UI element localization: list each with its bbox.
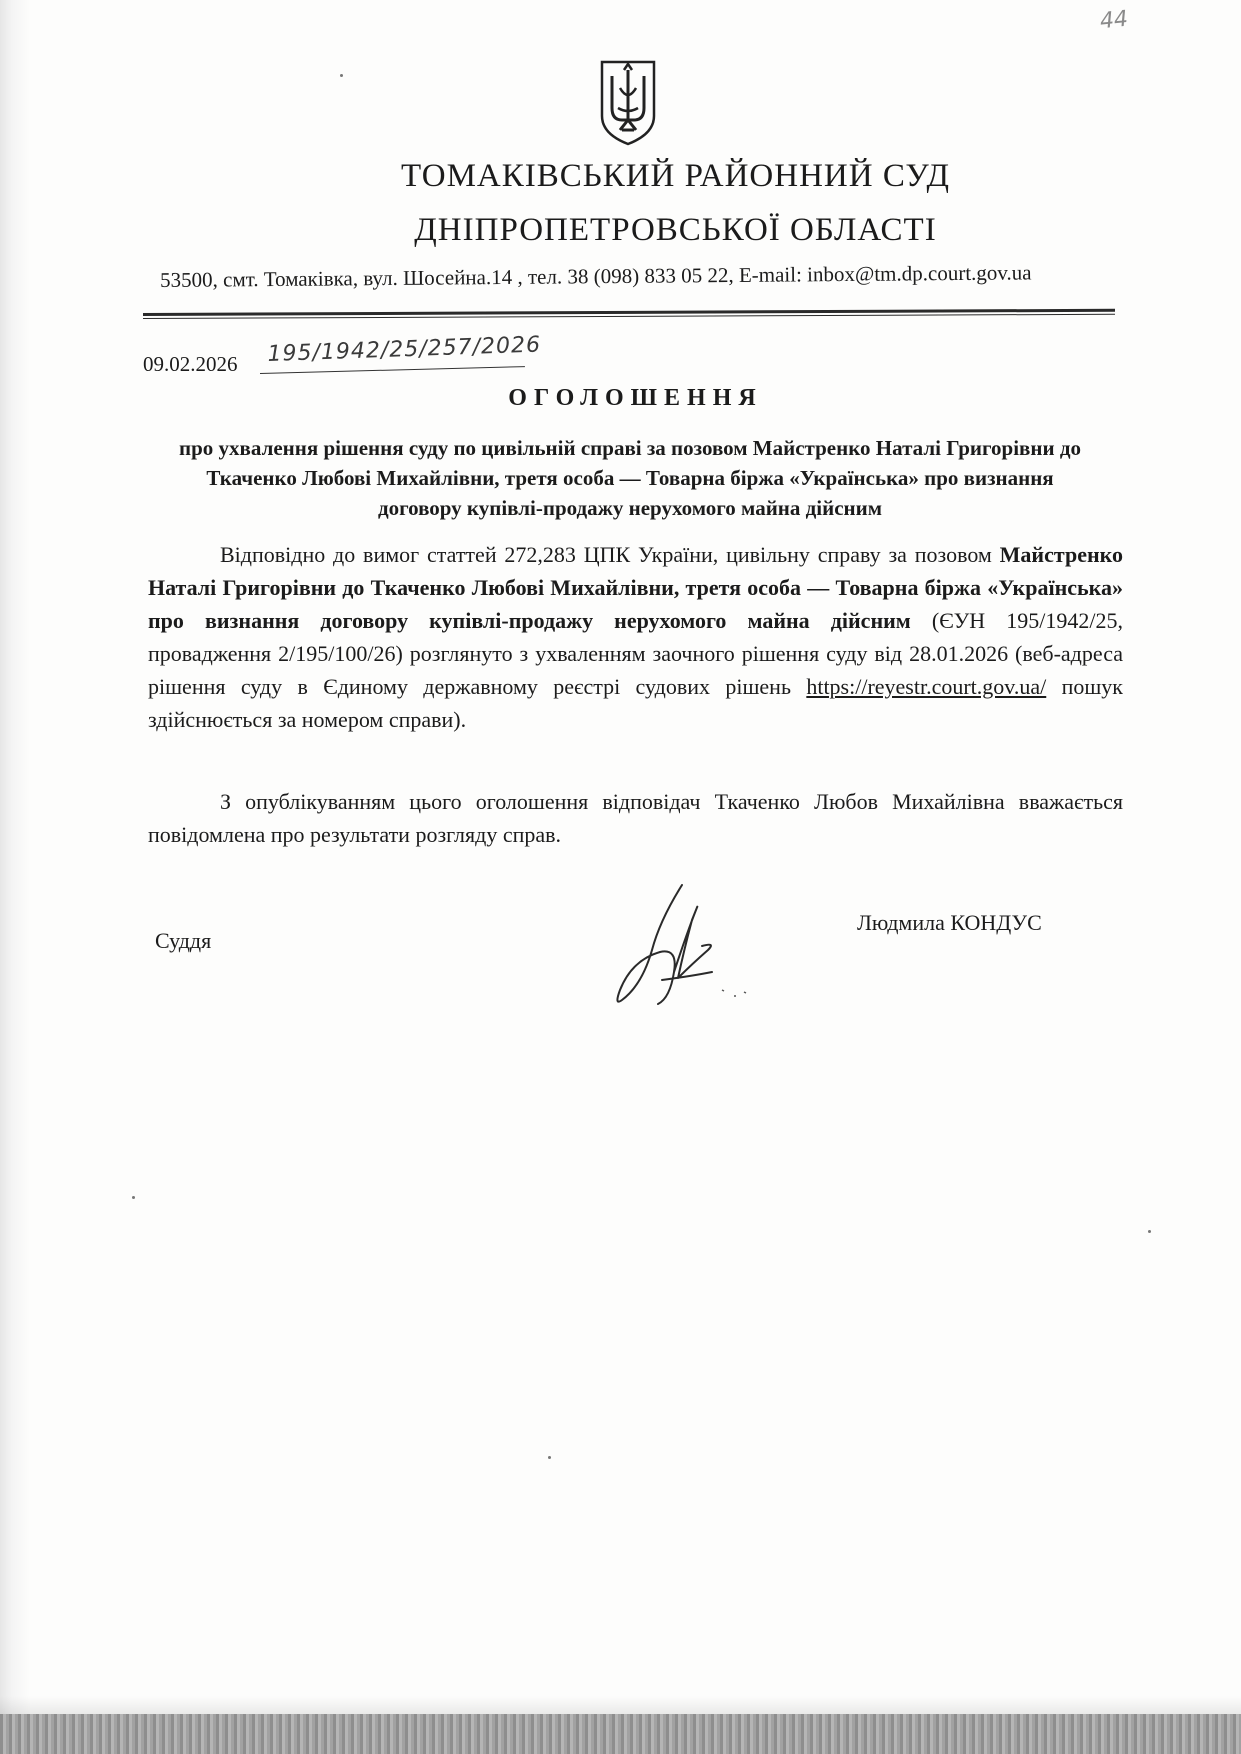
- paragraph-main-intro: Відповідно до вимог статтей 272,283 ЦПК України, цивільну справу за позовом: [220, 542, 992, 567]
- corner-handwritten-mark: 44: [1098, 6, 1130, 35]
- paragraph-notice: З опублікуванням цього оголошення відповідач Ткаченко Любов Михайлівна вважається повідомлена про результати розгляду справ.: [148, 789, 1123, 847]
- paragraph-main-tail: пошук здійснюється за номером справи).: [148, 674, 1123, 732]
- document-subtitle: про ухвалення рішення суду по цивільній справі за позовом Майстренко Наталі Григорівни до Ткаченко Любові Михайлівни, третя особа — Товарна біржа «Українська» про визнання договору купівлі-продажу нерухомого майна дійсним: [179, 436, 1081, 520]
- scan-bottom-shadow: [0, 1696, 1241, 1714]
- judge-name: Людмила КОНДУС: [857, 910, 1042, 935]
- document-title: ОГОЛОШЕННЯ: [508, 385, 763, 411]
- case-number-underline: [260, 366, 525, 374]
- paragraph-main: [148, 538, 1123, 736]
- court-name-line2: ДНІПРОПЕТРОВСЬКОЇ ОБЛАСТІ: [414, 212, 937, 248]
- registry-link[interactable]: https://reyestr.court.gov.ua/: [806, 674, 1047, 699]
- paragraph-main-rest: (ЄУН 195/1942/25, провадження 2/195/100/26) розглянуто з ухваленням заочного рішення суду від 28.01.2026 (веб-адреса рішення суду в Єдиному державному реєстрі судових рішень: [148, 608, 1123, 699]
- scan-edge-left: [0, 0, 30, 1754]
- signature-icon: [612, 880, 752, 1015]
- scan-bottom-edge: [0, 1714, 1241, 1754]
- document-date: 09.02.2026: [143, 352, 238, 376]
- header-divider: [143, 309, 1115, 319]
- scan-speck: [1148, 1230, 1151, 1233]
- scan-speck: [132, 1196, 135, 1199]
- coat-of-arms-icon: [598, 58, 658, 148]
- scan-speck: [548, 1456, 551, 1459]
- court-name-line1: ТОМАКІВСЬКИЙ РАЙОННИЙ СУД: [401, 158, 950, 194]
- court-address: 53500, смт. Томаківка, вул. Шосейна.14 , тел. 38 (098) 833 05 22, E-mail: inbox@tm.dp.court.gov.ua: [160, 260, 1032, 292]
- scan-speck: [340, 74, 343, 77]
- judge-title: Суддя: [155, 928, 212, 953]
- handwritten-case-number: 195/1942/25/257/2026: [267, 332, 542, 367]
- paragraph-main-parties: Майстренко Наталі Григорівни до Ткаченко Любові Михайлівни, третя особа — Товарна біржа «Українська» про визнання договору купівлі-продажу нерухомого майна дійсним: [148, 542, 1124, 633]
